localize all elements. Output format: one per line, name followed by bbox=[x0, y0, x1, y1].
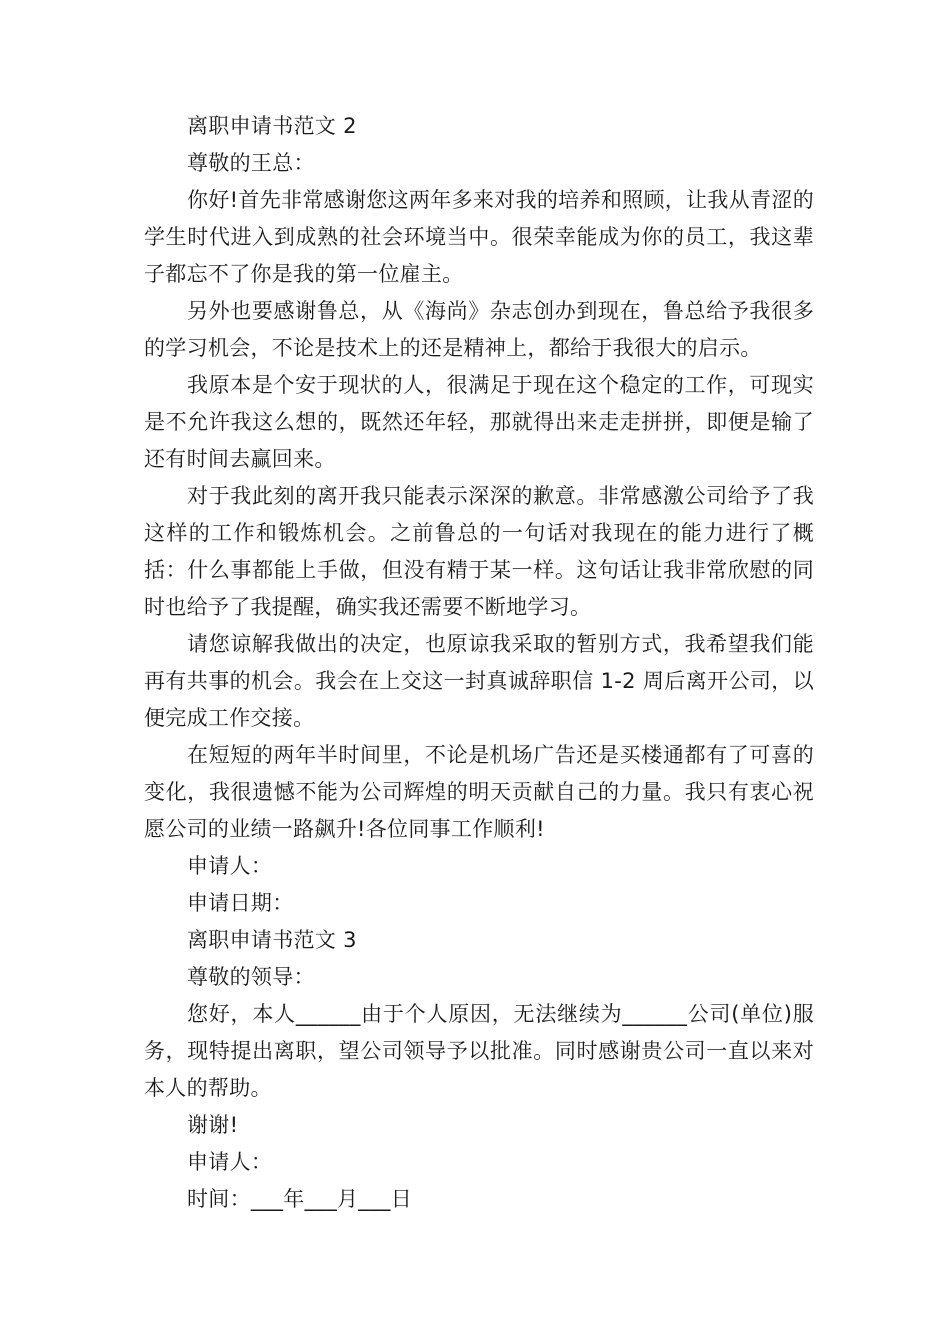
time-line: 时间：___年___月___日 bbox=[187, 1187, 412, 1211]
body-paragraph: 对于我此刻的离开我只能表示深深的歉意。非常感激公司给予了我这样的工作和锻炼机会。之前鲁总的一句话对我现在的能力进行了概括：什么事都能上手做，但没有精于某一样。这句话让我非常欣慰的同时也给予了我提醒，确实我还需要不断地学习。 bbox=[144, 484, 814, 619]
application-date-line: 申请日期： bbox=[187, 891, 294, 915]
body-paragraph: 在短短的两年半时间里，不论是机场广告还是买楼通都有了可喜的变化，我很遗憾不能为公司辉煌的明天贡献自己的力量。我只有衷心祝愿公司的业绩一路飙升!各位同事工作顺利! bbox=[144, 743, 814, 841]
document-body bbox=[144, 108, 814, 1218]
salutation: 尊敬的领导： bbox=[187, 965, 315, 989]
applicant-line: 申请人： bbox=[187, 1150, 273, 1174]
section-heading-2: 离职申请书范文 2 bbox=[187, 114, 357, 138]
body-paragraph: 请您谅解我做出的决定，也原谅我采取的暂别方式，我希望我们能再有共事的机会。我会在上交这一封真诚辞职信 1-2 周后离开公司，以便完成工作交接。 bbox=[144, 632, 814, 730]
thanks-line: 谢谢! bbox=[187, 1113, 239, 1137]
body-paragraph: 我原本是个安于现状的人，很满足于现在这个稳定的工作，可现实是不允许我这么想的，既然还年轻，那就得出来走走拼拼，即便是输了还有时间去赢回来。 bbox=[144, 373, 814, 471]
applicant-line: 申请人： bbox=[187, 854, 273, 878]
section-heading-3: 离职申请书范文 3 bbox=[187, 928, 357, 952]
body-paragraph: 你好!首先非常感谢您这两年多来对我的培养和照顾，让我从青涩的学生时代进入到成熟的社会环境当中。很荣幸能成为你的员工，我这辈子都忘不了你是我的第一位雇主。 bbox=[144, 188, 814, 286]
salutation: 尊敬的王总： bbox=[187, 151, 315, 175]
body-paragraph: 您好，本人______由于个人原因，无法继续为______公司(单位)服务，现特提出离职，望公司领导予以批准。同时感谢贵公司一直以来对本人的帮助。 bbox=[144, 1002, 814, 1100]
body-paragraph: 另外也要感谢鲁总，从《海尚》杂志创办到现在，鲁总给予我很多的学习机会，不论是技术上的还是精神上，都给于我很大的启示。 bbox=[144, 299, 814, 360]
